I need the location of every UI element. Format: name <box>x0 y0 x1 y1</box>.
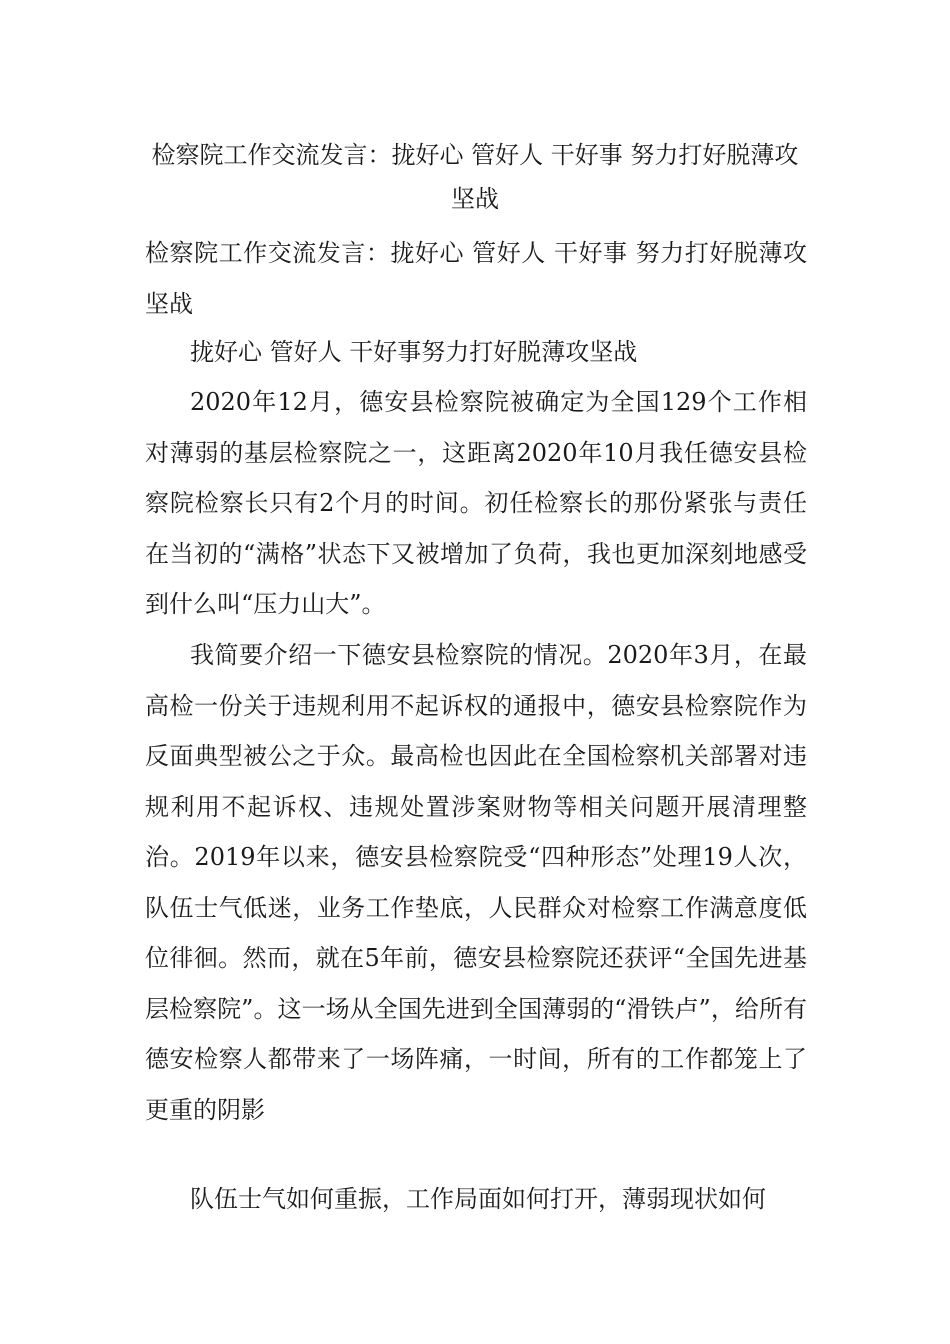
paragraph: 我简要介绍一下德安县检察院的情况。2020年3月，在最高检一份关于违规利用不起诉权的通报中，德安县检察院作为反面典型被公之于众。最高检也因此在全国检察机关部署对违规利用不起诉权、违规处置涉案财物等相关问题开展清理整治。2019年以来，德安县检察院受“四种形态”处理19人次，队伍士气低迷，业务工作垫底，人民群众对检察工作满意度低位徘徊。然而，就在5年前，德安县检察院还获评“全国先进基层检察院”。这一场从全国先进到全国薄弱的“滑铁卢”，给所有德安检察人都带来了一场阵痛，一时间，所有的工作都笼上了更重的阴影 <box>145 641 807 1124</box>
paragraph: 队伍士气如何重振，工作局面如何打开，薄弱现状如何 <box>190 1185 766 1213</box>
subtitle: 拢好心 管好人 干好事努力打好脱薄攻坚战 <box>190 338 638 366</box>
paragraph: 2020年12月，德安县检察院被确定为全国129个工作相对薄弱的基层检察院之一，这距离2020年10月我任德安县检察院检察长只有2个月的时间。初任检察长的那份紧张与责任在当初的“满格”状态下又被增加了负荷，我也更加深刻地感受到什么叫“压力山大”。 <box>145 388 807 618</box>
document-title: 检察院工作交流发言：拢好心 管好人 干好事 努力打好脱薄攻坚战 <box>151 141 799 213</box>
repeated-title: 检察院工作交流发言：拢好心 管好人 干好事 努力打好脱薄攻坚战 <box>145 239 807 318</box>
